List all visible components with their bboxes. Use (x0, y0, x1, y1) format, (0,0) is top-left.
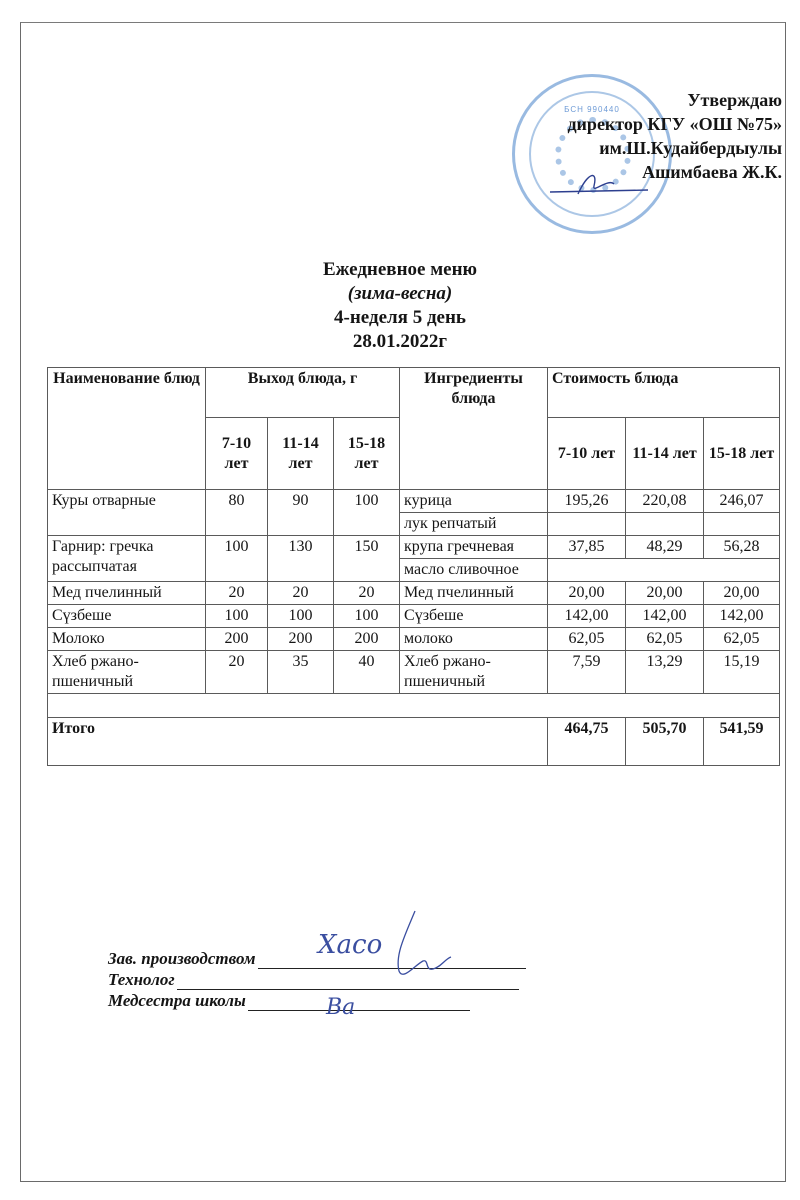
approval-line-1: Утверждаю (687, 90, 782, 110)
ingredient: курица (400, 490, 548, 513)
signature-block (108, 948, 526, 1011)
dish-name: Куры отварные (48, 490, 206, 536)
yield-15-18: 100 (334, 490, 400, 536)
cost-7-10: 20,00 (548, 582, 626, 605)
header-row-1 (48, 368, 780, 418)
stamp-text: БСН 990440 (564, 105, 620, 114)
dish-name: Сүзбеше (48, 605, 206, 628)
table-row (48, 605, 780, 628)
yield-15-18: 20 (334, 582, 400, 605)
empty-row (48, 694, 780, 718)
ingredient: Хлеб ржано-пшеничный (400, 651, 548, 694)
cost-7-10: 37,85 (548, 536, 626, 559)
production-head-label: Зав. производством (108, 949, 256, 968)
signature-school-nurse (108, 990, 526, 1011)
signature-production-head (108, 948, 526, 969)
header-cost: Стоимость блюда (548, 368, 780, 418)
yield-15-18: 100 (334, 605, 400, 628)
menu-table (47, 367, 780, 766)
ingredient: лук репчатый (400, 513, 548, 536)
total-7-10: 464,75 (548, 718, 626, 766)
total-label: Итого (48, 718, 548, 766)
table-row (48, 628, 780, 651)
cost-11-14: 48,29 (626, 536, 704, 559)
title-main: Ежедневное меню (322, 259, 478, 280)
table-row (48, 536, 780, 559)
yield-7-10: 100 (206, 605, 268, 628)
ingredient: молоко (400, 628, 548, 651)
signature-technologist (108, 969, 526, 990)
yield-15-18: 200 (334, 628, 400, 651)
cost-15-18: 142,00 (704, 605, 780, 628)
yield-11-14: 20 (268, 582, 334, 605)
title-season: (зима-весна) (347, 283, 453, 304)
cost-15-18 (704, 513, 780, 536)
table-row (48, 582, 780, 605)
cost-11-14: 220,08 (626, 490, 704, 513)
cost-11-14 (626, 513, 704, 536)
header-cost-age-3: 15-18 лет (704, 418, 780, 490)
document-title (0, 258, 800, 354)
cost-7-10: 7,59 (548, 651, 626, 694)
dish-name: Хлеб ржано-пшеничный (48, 651, 206, 694)
total-row (48, 718, 780, 766)
handwritten-signature-2: Ва (326, 995, 356, 1020)
approval-line-2: директор КГУ «ОШ №75» (567, 114, 782, 134)
school-nurse-label: Медсестра школы (108, 991, 246, 1010)
cost-7-10: 142,00 (548, 605, 626, 628)
cost-15-18: 20,00 (704, 582, 780, 605)
total-11-14: 505,70 (626, 718, 704, 766)
dish-name: Гарнир: гречка рассыпчатая (48, 536, 206, 582)
cost-15-18: 15,19 (704, 651, 780, 694)
yield-11-14: 100 (268, 605, 334, 628)
table-row (48, 651, 780, 694)
handwritten-scribble (385, 905, 455, 985)
cost-15-18: 62,05 (704, 628, 780, 651)
cost-empty (548, 559, 780, 582)
cost-11-14: 142,00 (626, 605, 704, 628)
dish-name: Мед пчелинный (48, 582, 206, 605)
yield-7-10: 100 (206, 536, 268, 582)
header-ingredients: Ингредиенты блюда (400, 368, 548, 490)
header-dish-name: Наименование блюд (48, 368, 206, 490)
total-15-18: 541,59 (704, 718, 780, 766)
cost-11-14: 20,00 (626, 582, 704, 605)
table-row (48, 490, 780, 513)
header-cost-age-1: 7-10 лет (548, 418, 626, 490)
header-yield-age-1: 7-10 лет (206, 418, 268, 490)
ingredient: крупа гречневая (400, 536, 548, 559)
approval-line-3: им.Ш.Кудайбердыулы (599, 138, 782, 158)
title-week-day: 4-неделя 5 день (334, 307, 466, 328)
dish-name: Молоко (48, 628, 206, 651)
yield-7-10: 20 (206, 651, 268, 694)
header-yield-age-2: 11-14 лет (268, 418, 334, 490)
yield-11-14: 35 (268, 651, 334, 694)
title-date: 28.01.2022г (352, 331, 448, 352)
cost-15-18: 56,28 (704, 536, 780, 559)
yield-11-14: 130 (268, 536, 334, 582)
ingredient: Мед пчелинный (400, 582, 548, 605)
approval-line-4: Ашимбаева Ж.К. (642, 162, 782, 182)
cost-15-18: 246,07 (704, 490, 780, 513)
cost-7-10 (548, 513, 626, 536)
yield-15-18: 40 (334, 651, 400, 694)
ingredient: Сүзбеше (400, 605, 548, 628)
ingredient: масло сливочное (400, 559, 548, 582)
yield-7-10: 200 (206, 628, 268, 651)
header-cost-age-2: 11-14 лет (626, 418, 704, 490)
yield-7-10: 80 (206, 490, 268, 536)
technologist-label: Технолог (108, 970, 175, 989)
header-yield: Выход блюда, г (206, 368, 400, 418)
technologist-line (177, 973, 519, 990)
cost-7-10: 195,26 (548, 490, 626, 513)
cost-11-14: 62,05 (626, 628, 704, 651)
yield-11-14: 200 (268, 628, 334, 651)
school-nurse-line (248, 994, 470, 1011)
cost-7-10: 62,05 (548, 628, 626, 651)
director-signature (548, 168, 658, 198)
cost-11-14: 13,29 (626, 651, 704, 694)
header-yield-age-3: 15-18 лет (334, 418, 400, 490)
yield-7-10: 20 (206, 582, 268, 605)
yield-11-14: 90 (268, 490, 334, 536)
yield-15-18: 150 (334, 536, 400, 582)
handwritten-signature-1: Хасо (318, 930, 383, 960)
